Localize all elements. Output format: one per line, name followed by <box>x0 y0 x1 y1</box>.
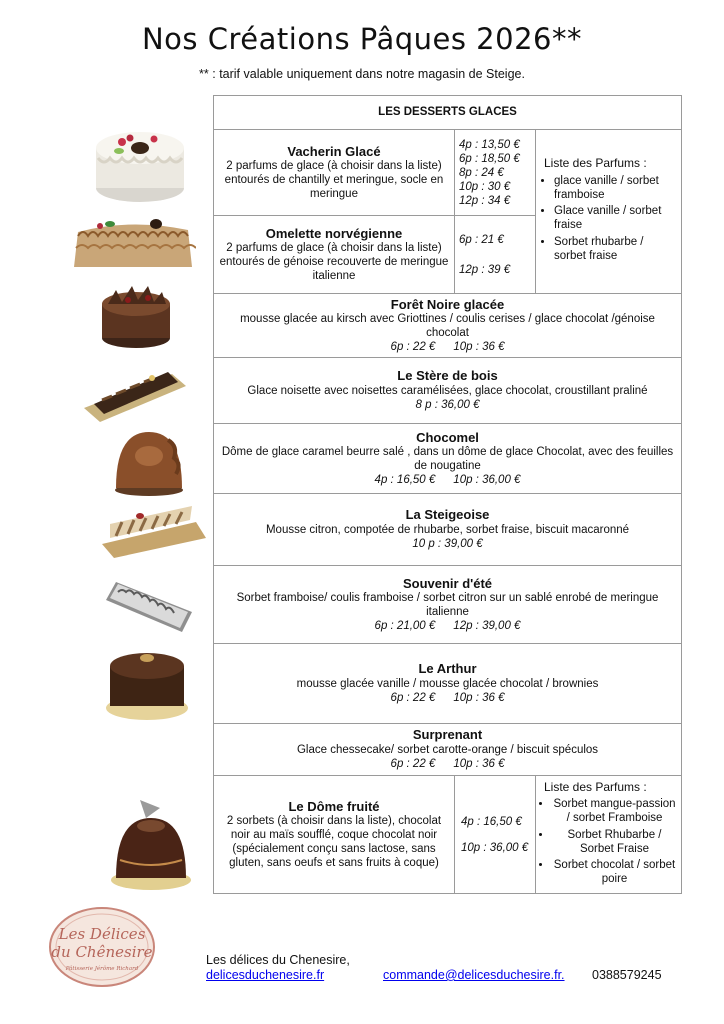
logo-tagline: Pâtisserie Jérôme Richard <box>65 966 139 972</box>
dessert-description: 2 parfums de glace (à choisir dans la liste) entourés de génoise recouverte de meringue italienne <box>219 242 449 282</box>
logo <box>48 906 156 988</box>
flavor-item: • glace vanille / sorbet framboise <box>554 175 677 203</box>
price-line: 12p : 34 € <box>459 194 511 207</box>
omelette-prices <box>455 216 536 294</box>
dessert-prices: 6p : 22 € 10p : 36 € <box>390 340 505 353</box>
table-row <box>214 294 682 358</box>
price-line: 10p : 36,00 € <box>461 841 529 854</box>
omelette-cell <box>214 216 455 294</box>
logo-line-1: Les Délices <box>58 925 146 943</box>
footer-email-link[interactable]: commande@delicesduchesire.fr. <box>383 968 565 982</box>
dessert-prices: 6p : 22 € 10p : 36 € <box>390 691 505 704</box>
desserts-table <box>213 95 682 894</box>
flavors-title: Liste des Parfums : <box>544 156 647 171</box>
dessert-description: Mousse citron, compotée de rhubarbe, sorbet fraise, biscuit macaronné <box>265 524 630 536</box>
steigeoise-photo <box>100 498 208 560</box>
dessert-prices: 4p : 16,50 € 10p : 36,00 € <box>374 473 521 486</box>
dessert-description: 2 parfums de glace (à choisir dans la liste) entourés de chantilly et meringue, socle en meringue <box>224 160 444 200</box>
surprenant-cell <box>214 724 682 776</box>
arthur-photo <box>104 640 190 722</box>
chocomel-cell <box>214 424 682 494</box>
dessert-name: Chocomel <box>416 429 479 445</box>
table-row <box>214 644 682 724</box>
flavors-list-2 <box>536 776 682 894</box>
flavors-title: Liste des Parfums : <box>544 779 647 794</box>
price-line: 6p : 18,50 € <box>459 152 520 165</box>
dessert-description: Sorbet framboise/ coulis framboise / sorbet citron sur un sablé enrobé de meringue italienne <box>236 592 659 618</box>
flavor-item: • Sorbet chocolat / sorbet poire <box>552 859 677 887</box>
table-row <box>214 494 682 566</box>
dessert-name: Le Stère de bois <box>397 368 498 384</box>
souvenir-cell <box>214 566 682 644</box>
page-subtitle: ** : tarif valable uniquement dans notre magasin de Steige. <box>199 67 525 81</box>
chocomel-photo <box>112 426 186 498</box>
dessert-name: Forêt Noire glacée <box>390 296 505 312</box>
flavor-item: • Sorbet Rhubarbe / Sorbet Fraise <box>552 829 677 857</box>
table-row <box>214 566 682 644</box>
vacherin-cell <box>214 130 455 216</box>
price-line: 4p : 13,50 € <box>459 138 520 151</box>
dessert-name: Surprenant <box>412 727 483 743</box>
dessert-prices: 6p : 22 € 10p : 36 € <box>390 757 505 770</box>
foret-noire-cell <box>214 294 682 358</box>
price-line: 4p : 16,50 € <box>461 815 522 828</box>
price-line: 12p : 39 € <box>459 263 511 276</box>
dome-prices <box>455 776 536 894</box>
vacherin-photo <box>92 118 188 208</box>
table-row <box>214 358 682 424</box>
dessert-name: La Steigeoise <box>405 507 490 523</box>
dessert-description: Dôme de glace caramel beurre salé , dans un dôme de glace Chocolat, avec des feuilles de nougatine <box>221 446 674 472</box>
price-line: 8p : 24 € <box>459 166 504 179</box>
footer-website-link[interactable]: delicesduchenesire.fr <box>206 968 325 982</box>
dessert-description: Glace chessecake/ sorbet carotte-orange / biscuit spéculos <box>296 744 599 756</box>
price-line: 6p : 21 € <box>459 233 504 246</box>
table-heading: LES DESSERTS GLACES <box>214 96 682 130</box>
dessert-description: 2 sorbets (à choisir dans la liste), chocolat noir au maïs soufflé, coque chocolat noir (spécialement conçu sans lactose, sans gluten, sans oeufs et sans fruits à coque) <box>226 815 442 869</box>
footer-phone: 0388579245 <box>592 968 662 982</box>
steigeoise-cell <box>214 494 682 566</box>
dessert-prices: 8 p : 36,00 € <box>415 398 480 411</box>
vacherin-prices <box>455 130 536 216</box>
flavor-item: • Sorbet rhubarbe / sorbet fraise <box>554 236 677 264</box>
flavor-item: • Glace vanille / sorbet fraise <box>554 205 677 233</box>
omelette-photo <box>70 212 196 274</box>
table-row <box>214 424 682 494</box>
logo-line-2: du Chênesire <box>51 943 153 961</box>
table-row <box>214 130 682 216</box>
dome-photo <box>108 796 194 892</box>
dome-cell <box>214 776 455 894</box>
flavor-item: • Sorbet mangue-passion / sorbet Framboise <box>552 798 677 826</box>
flavors-list-1 <box>536 130 682 294</box>
stere-cell <box>214 358 682 424</box>
footer-company: Les délices du Chenesire, <box>206 953 350 967</box>
page-title: Nos Créations Pâques 2026** <box>141 22 582 56</box>
dessert-prices: 6p : 21,00 € 12p : 39,00 € <box>374 619 521 632</box>
stere-photo <box>82 360 188 426</box>
souvenir-photo <box>104 572 194 638</box>
foret-noire-photo <box>98 278 174 352</box>
dessert-name: Vacherin Glacé <box>287 143 381 159</box>
dessert-name: Le Dôme fruité <box>288 798 380 814</box>
dessert-prices: 10 p : 39,00 € <box>412 537 483 550</box>
dessert-name: Le Arthur <box>418 661 477 677</box>
dessert-name: Souvenir d'été <box>402 575 493 591</box>
price-line: 10p : 30 € <box>459 180 511 193</box>
dessert-description: mousse glacée au kirsch avec Griottines / coulis cerises / glace chocolat /génoise chocolat <box>240 313 655 339</box>
dessert-description: Glace noisette avec noisettes caramélisées, glace chocolat, croustillant praliné <box>247 385 648 397</box>
arthur-cell <box>214 644 682 724</box>
table-row <box>214 776 682 894</box>
dessert-description: mousse glacée vanille / mousse glacée chocolat / brownies <box>296 678 599 690</box>
table-row <box>214 724 682 776</box>
dessert-name: Omelette norvégienne <box>265 225 403 241</box>
